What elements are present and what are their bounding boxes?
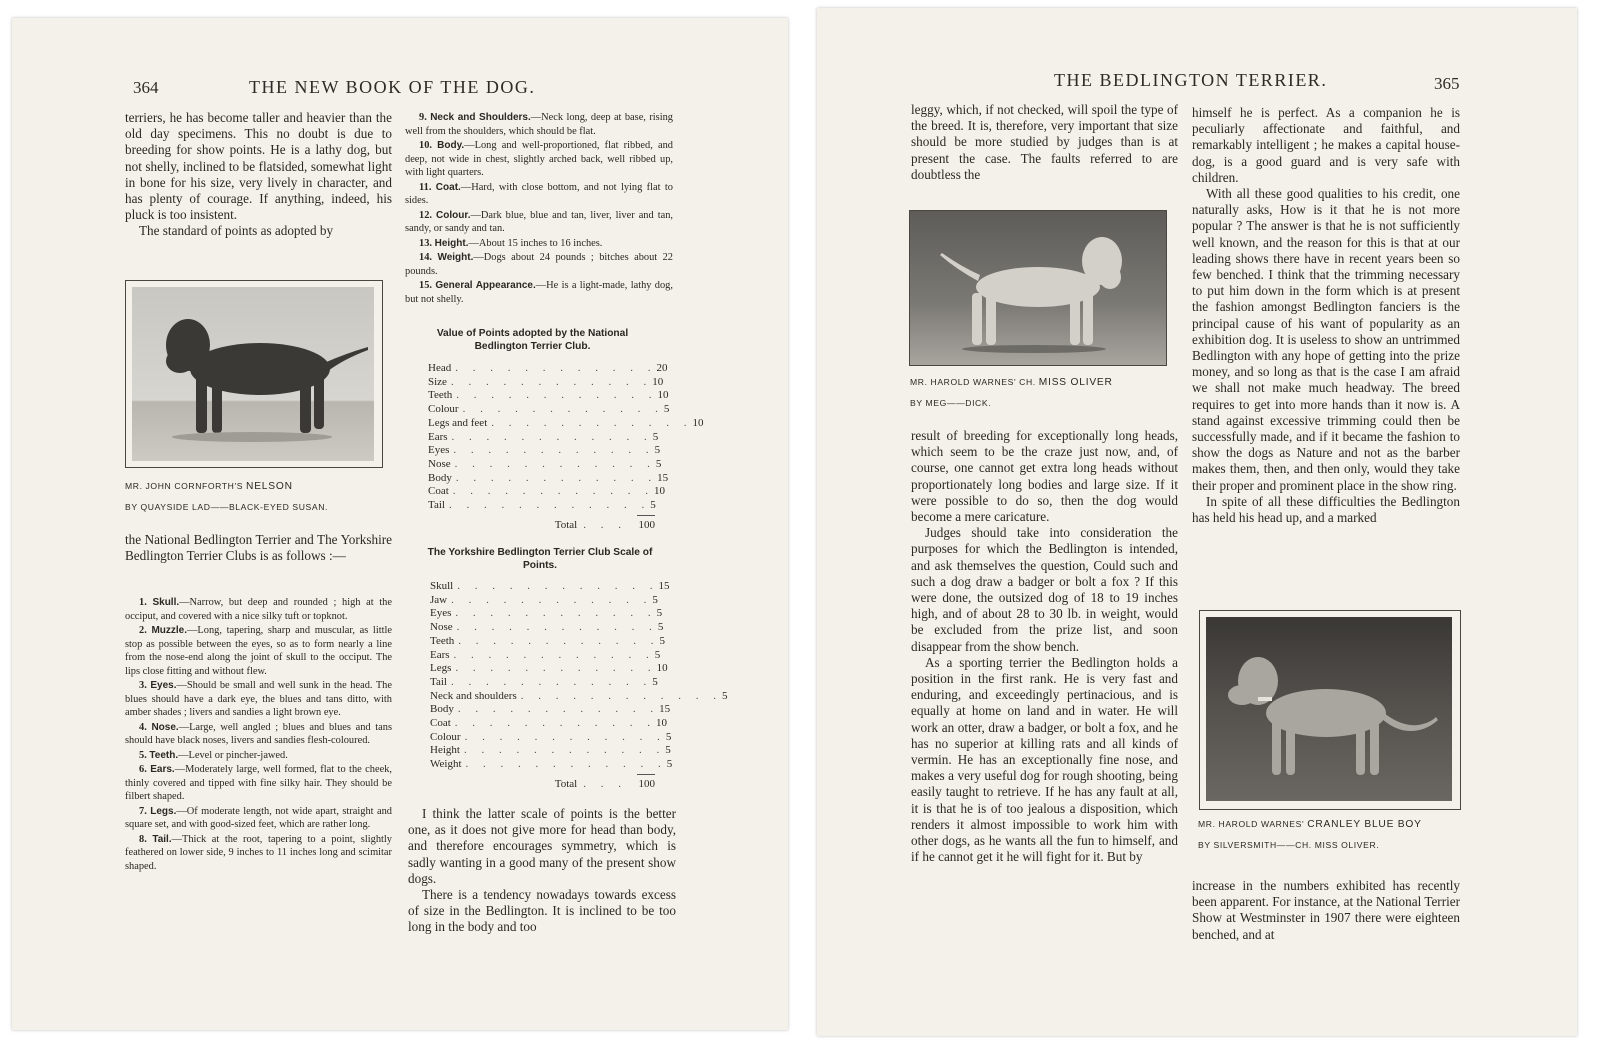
point-term: Muzzle. (151, 625, 188, 636)
paragraph: There is a tendency nowadays towards excess of size in the Bedlington. It is inclined to be too long in the body and too (408, 887, 676, 935)
row-label: Neck and shoulders (430, 689, 517, 702)
point-number: 14. (419, 252, 432, 263)
table-total (410, 518, 655, 532)
point-number: 13. (419, 237, 432, 249)
table-rows (410, 580, 728, 772)
table-row (430, 662, 668, 676)
row-label: Eyes (430, 607, 452, 620)
row-value: 5 (722, 689, 728, 702)
point-term: Nose. (151, 721, 179, 733)
page-number: 364 (133, 78, 159, 97)
table-row (428, 389, 669, 403)
row-value: 5 (666, 758, 673, 771)
photo-caption-cranley-blue-boy (1198, 814, 1468, 855)
left-column-1 (125, 110, 392, 240)
right-column-1-continued (911, 428, 1178, 865)
row-value: 15 (659, 703, 671, 716)
leader-dots: . . . . . . . . . . . . (453, 648, 655, 661)
dog-photo-nelson (132, 287, 374, 461)
table-row (430, 580, 670, 594)
leader-dots: . . . . . . . . . . . . (464, 730, 666, 743)
row-label: Nose (430, 621, 453, 634)
row-label: Coat (430, 717, 451, 730)
point-number: 8. (139, 833, 147, 845)
row-value: 20 (656, 362, 668, 374)
point-description: —Dogs about 24 pounds ; bitches about 22 pounds. (405, 252, 673, 277)
row-value: 5 (665, 730, 672, 743)
left-column-1-continued (125, 532, 392, 564)
total-dots: . . . (583, 777, 627, 790)
points-list-1-8 (125, 596, 392, 874)
table-row (428, 485, 666, 499)
row-value: 5 (650, 499, 656, 512)
paragraph: As a sporting terrier the Bedlington holds a position in the first rank. He is very fast and enduring, and exceedingly pertinacious, and is equally at home on land and in water. He will work an otter, draw a badger, or bolt a fox, and he has no superior at killing rats and all kinds of vermin. He has an exceptionally fine nose, and makes a very useful dog for rough shooting, being easily taught to retrieve. If he has any fault at all, it is that he is of too jealous a disposition, which renders it almost impossible to work him with other dogs, as he wants all the fun to himself, and if he cannot get it he will fight for it. But by (911, 654, 1178, 865)
table-row (430, 717, 668, 731)
leader-dots: . . . . . . . . . . . . (457, 580, 659, 592)
point-description: —Narrow, but deep and rounded ; high at the occiput, and covered with a nice silky tuft or topknot. (125, 597, 392, 622)
caption-dog-name: NELSON (246, 481, 293, 492)
paragraph: result of breeding for exceptionally long heads, which seem to be the craze just now, and, of course, one cannot get extra long heads without proportionately long bodies and large size. If it were possible to do so, then the dog would become a mere caricature. (911, 428, 1178, 525)
row-value: 5 (657, 621, 664, 634)
leader-dots: . . . . . . . . . . . . (448, 499, 651, 512)
right-column-2-bottom (1192, 878, 1460, 943)
table-row (430, 648, 661, 663)
table-row (428, 457, 662, 472)
table-row (430, 607, 663, 621)
table-row (430, 621, 664, 635)
table-row (428, 444, 661, 458)
caption-owner: MR. HAROLD WARNES' (1198, 819, 1305, 829)
total-value: 100 (638, 777, 655, 790)
row-value: 5 (652, 430, 659, 443)
point-description: —Long, tapering, sharp and muscular, as little stop as possible between the eyes, so as to form nearly a line from the nose-end along the joint of skull to the occiput. The lips close fitting and without flew. (125, 625, 392, 677)
point-term: Neck and Shoulders. (430, 112, 531, 123)
leader-dots: . . . . . . . . . . . . (456, 389, 658, 402)
table-row (430, 730, 672, 745)
paragraph: With all these good qualities to his credit, one naturally asks, How is it that he is not more popular ? The answer is that he is not sufficiently well known, and the reason for this is that at our leading shows there have in recent years been so few benched. I think that the trimming necessary to put him down in the form which is at present the fashion amongst Bedlington fanciers is the principal cause of his want of popularity as an exhibition dog. It is useless to show an untrimmed Bedlington with any hope of getting into the prize money, and so long as that is the case I am afraid we shall not make much headway. The breed requires to get into more hands than it now is. A stand against excessive trimming could then be successfully made, and if it became the fashion to show the dogs as Nature and not as the barber makes them, then, and then only, would they take their proper and prominent place in the show ring. (1192, 186, 1460, 493)
caption-owner: MR. HAROLD WARNES' CH. (910, 377, 1036, 387)
left-column-2-bottom (408, 806, 676, 936)
point-description: —Large, well angled ; blues and blues and tans should have black noses, livers and sandies flesh-coloured. (125, 721, 392, 746)
point-number: 6. (139, 764, 147, 775)
row-label: Teeth (428, 389, 453, 402)
point-item (405, 279, 673, 306)
point-item (125, 749, 392, 763)
point-description: —Neck long, deep at base, rising well from the shoulders, which should be flat. (405, 112, 673, 137)
sum-rule (637, 774, 655, 775)
leader-dots: . . . . . . . . . . . . (463, 744, 666, 757)
row-label: Eyes (428, 444, 450, 457)
point-item (125, 679, 392, 720)
paragraph: increase in the numbers exhibited has recently been apparent. For instance, at the National Terrier Show at Westminster in 1907 there were eighteen benched, and at (1192, 878, 1460, 942)
photo-caption-nelson (125, 476, 395, 517)
point-term: Skull. (152, 597, 180, 608)
row-value: 10 (652, 375, 664, 388)
row-value: 10 (657, 389, 669, 402)
point-number: 15. (419, 280, 432, 291)
row-label: Ears (430, 648, 450, 661)
point-term: Teeth. (149, 749, 179, 761)
row-label: Coat (428, 485, 449, 498)
caption-pedigree: BY QUAYSIDE LAD——BLACK-EYED SUSAN. (125, 502, 328, 512)
leader-dots: . . . . . . . . . . . . (455, 607, 657, 620)
row-label: Jaw (430, 593, 448, 606)
point-item (125, 833, 392, 874)
photo-frame-miss-oliver (909, 210, 1167, 366)
point-term: Legs. (150, 805, 177, 817)
point-description: —About 15 inches to 16 inches. (468, 237, 603, 249)
leader-dots: . . . . . . . . . . . . (455, 471, 658, 484)
point-term: Tail. (152, 833, 172, 845)
sum-rule (637, 515, 655, 516)
dog-photo-miss-oliver (910, 211, 1166, 365)
row-value: 10 (654, 485, 666, 498)
point-term: Ears. (150, 764, 175, 775)
point-term: Eyes. (150, 680, 177, 691)
row-label: Tail (430, 675, 447, 688)
row-label: Body (428, 471, 452, 484)
caption-owner: MR. JOHN CORNFORTH'S (125, 481, 244, 491)
leader-dots: . . . . . . . . . . . . (452, 485, 655, 498)
point-item (405, 237, 673, 251)
dog-photo-cranley-blue-boy (1206, 617, 1452, 801)
table-row (428, 430, 659, 445)
row-value: 5 (654, 444, 661, 457)
point-item (405, 111, 673, 138)
row-value: 5 (655, 457, 662, 470)
point-number: 1. (139, 597, 147, 608)
point-number: 7. (139, 805, 147, 817)
point-term: Colour. (436, 209, 471, 221)
leader-dots: . . . . . . . . . . . . (451, 430, 653, 443)
point-number: 9. (419, 112, 427, 123)
table-row (430, 703, 671, 717)
row-label: Nose (428, 457, 451, 470)
leader-dots: . . . . . . . . . . . . (450, 675, 653, 688)
paragraph: In spite of all these difficulties the Bedlington has held his head up, and a marked (1192, 493, 1460, 526)
total-label: Total (554, 777, 578, 790)
paragraph: The standard of points as adopted by (139, 223, 334, 239)
point-item (125, 721, 392, 748)
row-label: Colour (428, 403, 459, 416)
table-row (430, 593, 658, 608)
point-description: —Moderately large, well formed, flat to the cheek, thinly covered and tipped with fine silky hair. They should be filbert shaped. (125, 764, 392, 802)
row-label: Height (430, 744, 460, 757)
point-description: —Long and well-proportioned, flat ribbed, and deep, not wide in chest, slightly arched back, well ribbed up, with light quarters. (405, 140, 673, 178)
paragraph: terriers, he has become taller and heavier than the old day specimens. This no doubt is due to breeding for show points. He is a lathy dog, but not shelly, inclined to be flatsided, somewhat light in bone for his size, very lively in character, and has plenty of courage. If anything, indeed, his pluck is too insistent. (125, 110, 392, 223)
right-page (817, 8, 1577, 1036)
table-row (430, 675, 658, 690)
row-value: 15 (657, 471, 669, 484)
point-term: Weight. (437, 252, 474, 263)
row-label: Ears (428, 430, 448, 443)
paragraph: the National Bedlington Terrier and The Yorkshire Bedlington Terrier Clubs is as follows :— (125, 532, 392, 564)
leader-dots: . . . . . . . . . . . . (520, 689, 723, 702)
leader-dots: . . . . . . . . . . . . (453, 444, 655, 457)
leader-dots: . . . . . . . . . . . . (454, 457, 656, 470)
row-value: 5 (665, 744, 671, 757)
point-number: 12. (419, 209, 432, 221)
point-description: —Level or pincher-jawed. (178, 749, 288, 761)
running-head: THE NEW BOOK OF THE DOG. (249, 77, 536, 97)
points-list-9-15 (405, 111, 673, 307)
row-label: Legs and feet (428, 416, 488, 429)
total-dots: . . . (583, 518, 627, 531)
point-description: —Of moderate length, not wide apart, straight and square set, and with good-sized feet, which are rather long. (125, 805, 392, 830)
row-label: Head (428, 362, 452, 374)
table-rows (410, 362, 704, 513)
row-label: Skull (430, 580, 454, 592)
point-description: —He is a light-made, lathy dog, but not shelly. (405, 280, 673, 305)
row-value: 5 (654, 648, 661, 661)
row-label: Body (430, 703, 454, 716)
point-number: 5. (139, 749, 147, 761)
point-description: —Hard, with close bottom, and not lying flat to sides. (405, 181, 673, 206)
table-row (428, 403, 670, 417)
row-label: Size (428, 375, 447, 388)
total-label: Total (554, 518, 578, 531)
row-value: 5 (652, 593, 658, 606)
caption-dog-name: CRANLEY BLUE BOY (1307, 819, 1422, 830)
table-row (430, 634, 666, 649)
point-description: —Thick at the root, tapering to a point, slightly feathered on lower side, 9 inches to 11 inches long and scimitar shaped. (125, 833, 392, 872)
table-row (430, 744, 671, 758)
caption-dog-name: MISS OLIVER (1038, 377, 1113, 388)
table-row (430, 689, 728, 704)
row-label: Tail (428, 499, 445, 512)
leader-dots: . . . . . . . . . . . . (458, 634, 660, 647)
leader-dots: . . . . . . . . . . . . (450, 375, 653, 388)
leader-dots: . . . . . . . . . . . . (456, 621, 658, 634)
table-row (428, 362, 668, 376)
table-national-club (410, 327, 704, 532)
leader-dots: . . . . . . . . . . . . (462, 403, 664, 416)
total-value: 100 (638, 518, 655, 531)
leader-dots: . . . . . . . . . . . . (465, 758, 667, 771)
row-value: 5 (663, 403, 670, 416)
point-item (125, 805, 392, 832)
point-item (125, 624, 392, 678)
point-term: Height. (434, 237, 469, 249)
row-value: 10 (692, 416, 704, 429)
point-term: Coat. (435, 181, 461, 193)
point-item (405, 181, 673, 208)
row-value: 5 (656, 607, 663, 620)
row-label: Legs (430, 662, 452, 675)
paragraph: himself he is perfect. As a companion he is peculiarly affectionate and faithful, and remarkably intelligent ; he makes a capital house-dog, is a good guard and is very safe with children. (1192, 105, 1460, 185)
paragraph: Judges should take into consideration the purposes for which the Bedlington is intended, and ask themselves the question, Could such and such a dog draw a badger or bolt a fox ? If this were done, the outsized dog of 18 to 19 inches high, and of about 28 to 30 lb. in weight, would be excluded from the prize list, and soon disappear from the show bench. (911, 525, 1178, 654)
point-number: 2. (139, 625, 147, 636)
row-value: 10 (656, 717, 668, 730)
table-row (428, 471, 669, 486)
leader-dots: . . . . . . . . . . . . (491, 416, 693, 429)
row-label: Teeth (430, 634, 455, 647)
table-row (428, 375, 664, 390)
right-column-2 (1192, 105, 1460, 526)
point-item (125, 763, 392, 804)
table-row (428, 416, 704, 431)
photo-frame-nelson (125, 280, 383, 468)
point-item (405, 139, 673, 180)
table-total (410, 777, 655, 791)
left-page (12, 18, 788, 1030)
table-row (428, 499, 655, 513)
row-value: 15 (658, 580, 670, 592)
row-label: Weight (430, 758, 462, 771)
paragraph: leggy, which, if not checked, will spoil the type of the breed. It is, therefore, very important that size should be more studied by judges than is at present the case. The faults referred to are doubtless the (911, 102, 1178, 182)
point-term: Body. (437, 140, 465, 151)
running-head: THE BEDLINGTON TERRIER. (1054, 70, 1328, 90)
point-number: 4. (139, 721, 147, 733)
paragraph: I think the latter scale of points is the better one, as it does not give more for head than body, and therefore encourages symmetry, which is sadly wanting in a good many of the present show dogs. (408, 806, 676, 886)
table-title: The Yorkshire Bedlington Terrier Club Scale of Points. (427, 547, 653, 571)
point-number: 10. (419, 140, 432, 151)
right-column-1 (911, 102, 1178, 183)
point-item (125, 596, 392, 623)
point-item (405, 209, 673, 236)
table-row (430, 758, 673, 772)
leader-dots: . . . . . . . . . . . . (455, 662, 657, 675)
row-label: Colour (430, 730, 461, 743)
leader-dots: . . . . . . . . . . . . (455, 362, 657, 374)
point-number: 11. (419, 181, 432, 193)
page-number: 365 (1434, 74, 1460, 93)
point-number: 3. (139, 680, 147, 691)
leader-dots: . . . . . . . . . . . . (451, 593, 653, 606)
point-description: —Should be small and well sunk in the head. The blues should have a dark eye, the blues and tans ditto, with amber shades ; livers and sandies a light brown eye. (125, 680, 392, 718)
leader-dots: . . . . . . . . . . . . (454, 717, 657, 730)
photo-frame-cranley-blue-boy (1199, 610, 1461, 810)
point-item (405, 251, 673, 278)
point-description: —Dark blue, blue and tan, liver, liver and tan, sandy, or sandy and tan. (405, 209, 674, 234)
row-value: 5 (659, 634, 666, 647)
table-yorkshire-club (410, 546, 728, 791)
point-term: General Appearance. (435, 280, 536, 291)
table-title: Value of Points adopted by the National Bedlington Terrier Club. (436, 328, 629, 352)
caption-pedigree: BY MEG——DICK. (910, 398, 992, 408)
caption-pedigree: BY SILVERSMITH——CH. MISS OLIVER. (1198, 840, 1380, 850)
row-value: 10 (656, 662, 668, 675)
row-value: 5 (652, 675, 658, 688)
photo-caption-miss-oliver (910, 372, 1180, 413)
leader-dots: . . . . . . . . . . . . (457, 703, 660, 716)
